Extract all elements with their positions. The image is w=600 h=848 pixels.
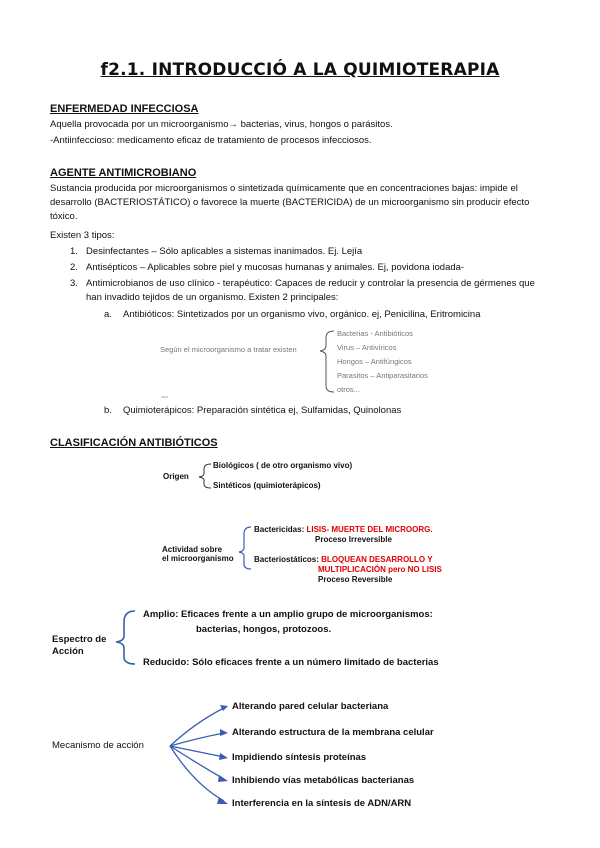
item-antisepticos: Antisépticos – Aplicables sobre piel y mucosas humanas y animales. Ej, povidona iodada- — [86, 262, 465, 273]
sub-item-letter: b. — [104, 405, 112, 416]
origen-item-sinteticos: Sintéticos (quimioterápicos) — [213, 481, 321, 490]
actividad-label: el microorganismo — [162, 554, 234, 563]
bacteriostaticos-label: Bacteriostáticos: BLOQUEAN DESARROLLO Y — [254, 555, 433, 564]
actividad-brace — [239, 527, 251, 569]
agente-description: Sustancia producida por microorganismos o sintetizada químicamente que en concentraciones bajas: impide el desarrollo (BACTERIOSTÁTICO) o favorece la muerte (BACTERICIDA) de un microorganismo sin producir efecto tóxico. — [50, 183, 530, 222]
arrowheads — [217, 705, 228, 804]
origen-item-biologicos: Biológicos ( de otro organismo vivo) — [213, 461, 353, 470]
enfermedad-heading: ENFERMEDAD INFECCIOSA — [50, 103, 199, 115]
item-number: 3. — [70, 278, 78, 289]
bactericidas-process: Proceso Irreversible — [315, 535, 392, 544]
mecanismo-arrows — [170, 708, 224, 801]
mecanismo-item: Interferencia en la síntesis de ADN/ARN — [232, 798, 412, 809]
diagram-item: Virus – Antivíricos — [337, 343, 397, 352]
espectro-amplio: Amplio: Eficaces frente a un amplio grupo de microorganismos: — [143, 609, 433, 620]
diagram-label: Según el microorganismo a tratar existen — [160, 345, 297, 354]
actividad-label: Actividad sobre — [162, 545, 223, 554]
diagram-item: Hongos – Antifúngicos — [337, 357, 412, 366]
item-antimicrobianos: Antimicrobianos de uso clínico - terapéutico: Capaces de reducir y controlar la presencia de gérmenes que han invadido tejidos de un organismo. Existen 2 principales: — [86, 278, 535, 303]
sub-item-antibioticos: Antibióticos: Sintetizados por un organismo vivo, orgánico. ej, Penicilina, Eritromicina — [123, 309, 481, 320]
item-number: 1. — [70, 246, 78, 257]
espectro-brace — [116, 611, 135, 664]
bacteriostaticos-effect: BLOQUEAN DESARROLLO Y — [321, 555, 433, 564]
mecanismo-item: Inhibiendo vías metabólicas bacterianas — [232, 775, 415, 786]
diagram-item: otros... — [337, 385, 360, 394]
agente-types-intro: Existen 3 tipos: — [50, 230, 115, 241]
diagram-item: Parasitos – Antiparasitarios — [337, 371, 428, 380]
item-desinfectantes: Desinfectantes – Sólo aplicables a sistemas inanimados. Ej. Lejía — [86, 246, 363, 257]
page-title: f2.1. INTRODUCCIÓ A LA QUIMIOTERAPIA — [100, 60, 500, 80]
agente-heading: AGENTE ANTIMICROBIANO — [50, 167, 197, 179]
espectro-label: Espectro de — [52, 634, 107, 645]
mecanismo-item: Impidiendo síntesis proteínas — [232, 752, 367, 763]
mecanismo-item: Alterando estructura de la membrana celular — [232, 727, 434, 738]
sub-item-letter: a. — [104, 309, 112, 320]
espectro-amplio-examples: bacterias, hongos, protozoos. — [196, 624, 332, 635]
sub-item-quimioterapicos: Quimioterápicos: Preparación sintética ej, Sulfamidas, Quinolonas — [123, 405, 402, 416]
origen-brace — [199, 464, 211, 488]
bacteriostaticos-effect-2: MULTIPLICACIÓN pero NO LISIS — [318, 565, 442, 574]
enfermedad-line-1: Aquella provocada por un microorganismo→ bacterias, virus, hongos o parásitos. — [50, 119, 393, 130]
bacteriostaticos-process: Proceso Reversible — [318, 575, 393, 584]
mecanismo-label: Mecanismo de acción — [52, 740, 144, 751]
enfermedad-line-2: -Antiinfeccioso: medicamento eficaz de tratamiento de procesos infecciosos. — [50, 135, 372, 146]
diagram-item: Bacterias - Antibióticos — [337, 329, 413, 338]
bactericidas-effect: LISIS- MUERTE DEL MICROORG. — [306, 525, 433, 534]
origen-label: Origen — [163, 472, 189, 481]
mecanismo-item: Alterando pared celular bacteriana — [232, 701, 389, 712]
espectro-reducido: Reducido: Sólo eficaces frente a un número limitado de bacterias — [143, 657, 439, 668]
item-number: 2. — [70, 262, 78, 273]
clasificacion-heading: CLASIFICACIÓN ANTIBIÓTICOS — [50, 437, 218, 449]
espectro-label: Acción — [52, 646, 84, 657]
bactericidas-label: Bactericidas: LISIS- MUERTE DEL MICROORG. — [254, 525, 433, 534]
microorganism-brace — [320, 331, 334, 392]
